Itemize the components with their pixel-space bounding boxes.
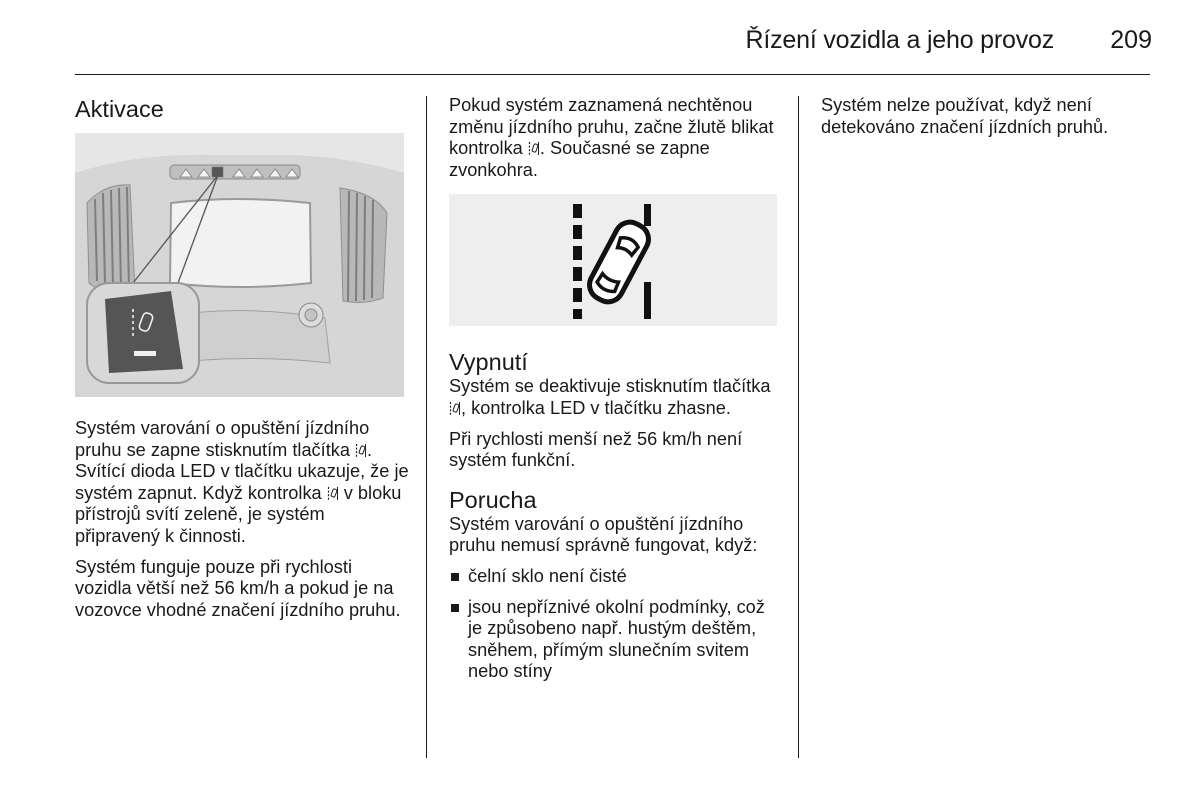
page-number: 209 (1110, 26, 1152, 54)
column-3-paragraph: Systém nelze používat, když není detekováno značení jízdních pruhů. (821, 95, 1109, 137)
list-item: čelní sklo není čisté (449, 566, 783, 588)
activation-paragraph-1: Systém varování o opuštění jízdního pruhu se zapne stisknutím tlačítka . Svítící dioda LED v tlačítku ukazuje, že je systém zapnut. Když kontrolka v bloku přístrojů svítí zeleně, je systém připravený k činnosti. (75, 418, 409, 546)
column-2 (449, 95, 783, 692)
dashboard-lane-button-illustration (75, 133, 404, 397)
fault-list (449, 566, 783, 683)
heading-vypnuti: Vypnutí (449, 349, 528, 376)
header-title: Řízení vozidla a jeho provoz (745, 26, 1054, 54)
lane-departure-icon (327, 486, 339, 501)
list-item: jsou nepříznivé okolní podmínky, což je způsobeno např. hustým deštěm, sněhem, přímým slunečním svitem nebo stíny (449, 597, 783, 683)
column-3 (821, 95, 1151, 147)
fault-paragraph: Systém varování o opuštění jízdního pruhu nemusí správně fungovat, když: (449, 513, 758, 556)
header-rule (75, 74, 1150, 75)
dashboard-figure (75, 133, 404, 397)
lane-departure-warning-symbol (553, 200, 673, 320)
lane-departure-icon (528, 141, 540, 156)
warning-paragraph: Pokud systém zaznamená nechtěnou změnu jízdního pruhu, začne žlutě blikat kontrolka . Současné se zapne zvonkohra. (449, 95, 774, 180)
lane-departure-icon (355, 443, 367, 458)
off-paragraph-1: Systém se deaktivuje stisknutím tlačítka , kontrolka LED v tlačítku zhasne. (449, 376, 771, 418)
column-1 (75, 95, 411, 630)
column-divider-1 (426, 96, 427, 758)
column-divider-2 (798, 96, 799, 758)
lane-departure-icon (449, 401, 461, 416)
off-paragraph-2: Při rychlosti menší než 56 km/h není systém funkční. (449, 428, 743, 471)
heading-porucha: Porucha (449, 486, 537, 513)
activation-paragraph-2: Systém funguje pouze při rychlosti vozidla větší než 56 km/h a pokud je na vozovce vhodné značení jízdního pruhu. (75, 556, 401, 620)
lane-figure (449, 194, 777, 326)
heading-aktivace: Aktivace (75, 96, 164, 122)
